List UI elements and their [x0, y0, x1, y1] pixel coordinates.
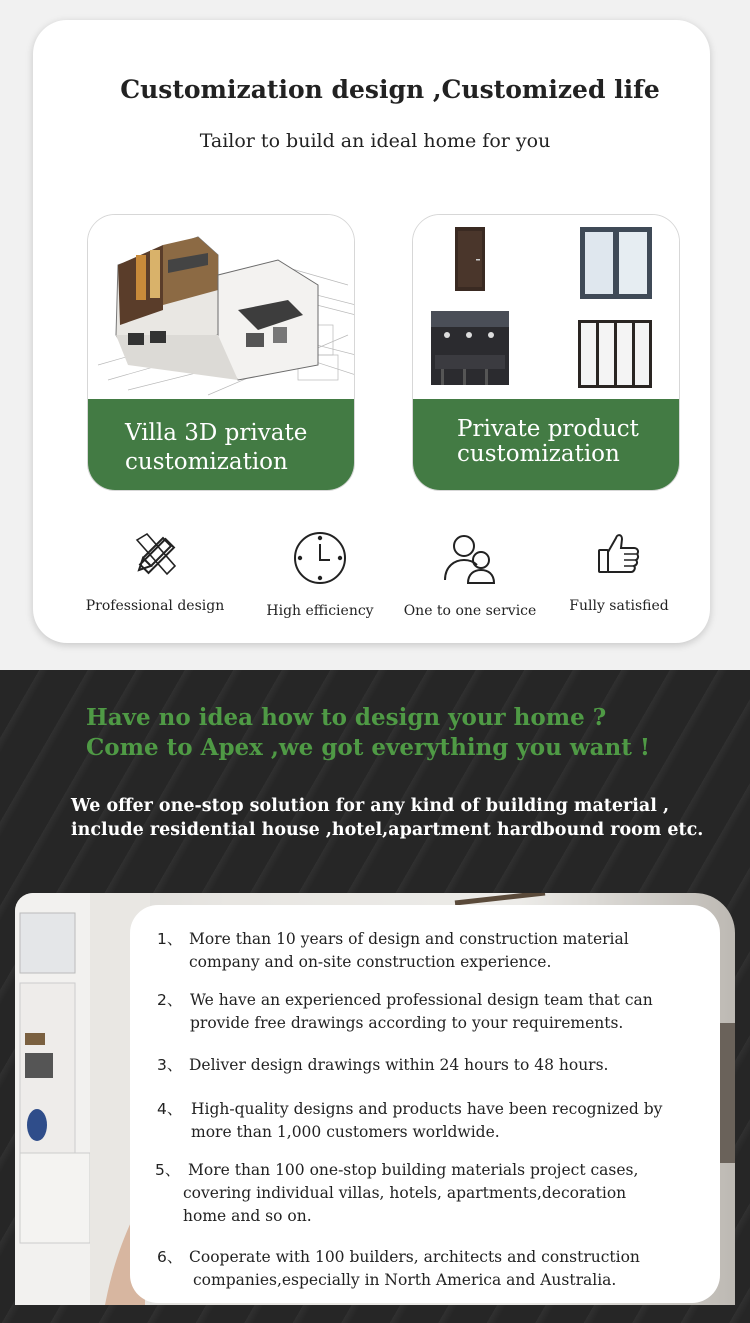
advantage-item-5 — [155, 1159, 638, 1228]
advantage-number: 6、 — [157, 1248, 183, 1266]
pencil-ruler-icon — [131, 530, 179, 578]
perk-label: Professional design — [85, 598, 225, 614]
advantage-number: 5、 — [155, 1161, 181, 1179]
promo-text-1: We offer one-stop solution for any kind of building material , — [71, 796, 670, 816]
advantage-text — [157, 1054, 608, 1077]
advantage-number: 4、 — [157, 1100, 183, 1118]
advantage-number: 2、 — [157, 991, 183, 1009]
advantage-line: provide free drawings according to your requirements. — [190, 1014, 624, 1032]
promo-headline-1: Have no idea how to design your home ? — [86, 704, 607, 731]
advantage-item-6 — [157, 1246, 640, 1292]
advantage-line: covering individual villas, hotels, apartments,decoration — [183, 1184, 627, 1202]
advantage-text — [157, 928, 629, 974]
villa-3d-image — [88, 215, 355, 399]
advantage-text — [157, 989, 653, 1035]
perk-fully-satisfied — [539, 530, 699, 614]
feature-label-product — [413, 399, 680, 491]
advantage-text — [155, 1159, 638, 1228]
clock-icon — [292, 530, 348, 586]
feature-label-line: customization — [125, 449, 288, 475]
feature-card-villa[interactable] — [87, 214, 355, 491]
advantage-item-1 — [157, 928, 629, 974]
advantage-item-2 — [157, 989, 653, 1035]
perk-one-to-one-service — [390, 530, 550, 619]
feature-label-line: Private product — [457, 416, 639, 442]
advantage-number: 1、 — [157, 930, 183, 948]
perk-professional-design — [75, 530, 235, 614]
advantage-line: home and so on. — [183, 1207, 312, 1225]
feature-card-product[interactable] — [412, 214, 680, 491]
page-title: Customization design ,Customized life — [120, 75, 660, 104]
perk-label: High efficiency — [266, 603, 374, 619]
thumbs-up-icon — [596, 530, 642, 576]
advantage-item-4 — [157, 1098, 662, 1144]
advantage-line: companies,especially in North America and Australia. — [193, 1271, 617, 1289]
perk-high-efficiency — [240, 530, 400, 619]
promo-headline-2: Come to Apex ,we got everything you want ! — [86, 734, 650, 761]
perk-label: One to one service — [403, 603, 537, 619]
products-image — [413, 215, 680, 399]
advantage-line: more than 1,000 customers worldwide. — [191, 1123, 500, 1141]
perk-label: Fully satisfied — [569, 598, 669, 614]
advantage-number: 3、 — [157, 1056, 183, 1074]
feature-label-line: Villa 3D private — [125, 420, 308, 446]
advantage-line: We have an experienced professional design team that can — [190, 991, 653, 1009]
advantage-line: Deliver design drawings within 24 hours to 48 hours. — [189, 1056, 609, 1074]
advantage-line: More than 10 years of design and construction material — [189, 930, 629, 948]
advantage-text — [157, 1246, 640, 1292]
advantage-item-3 — [157, 1054, 608, 1077]
promo-text-2: include residential house ,hotel,apartment hardbound room etc. — [71, 820, 704, 840]
page-subtitle: Tailor to build an ideal home for you — [199, 130, 551, 152]
users-icon — [442, 530, 498, 586]
advantage-line: More than 100 one-stop building materials project cases, — [188, 1161, 639, 1179]
advantage-line: High-quality designs and products have been recognized by — [191, 1100, 663, 1118]
feature-label-line: customization — [457, 441, 620, 467]
feature-label-villa — [88, 399, 355, 491]
advantage-text — [157, 1098, 662, 1144]
advantage-line: company and on-site construction experience. — [189, 953, 552, 971]
advantage-line: Cooperate with 100 builders, architects and construction — [189, 1248, 640, 1266]
